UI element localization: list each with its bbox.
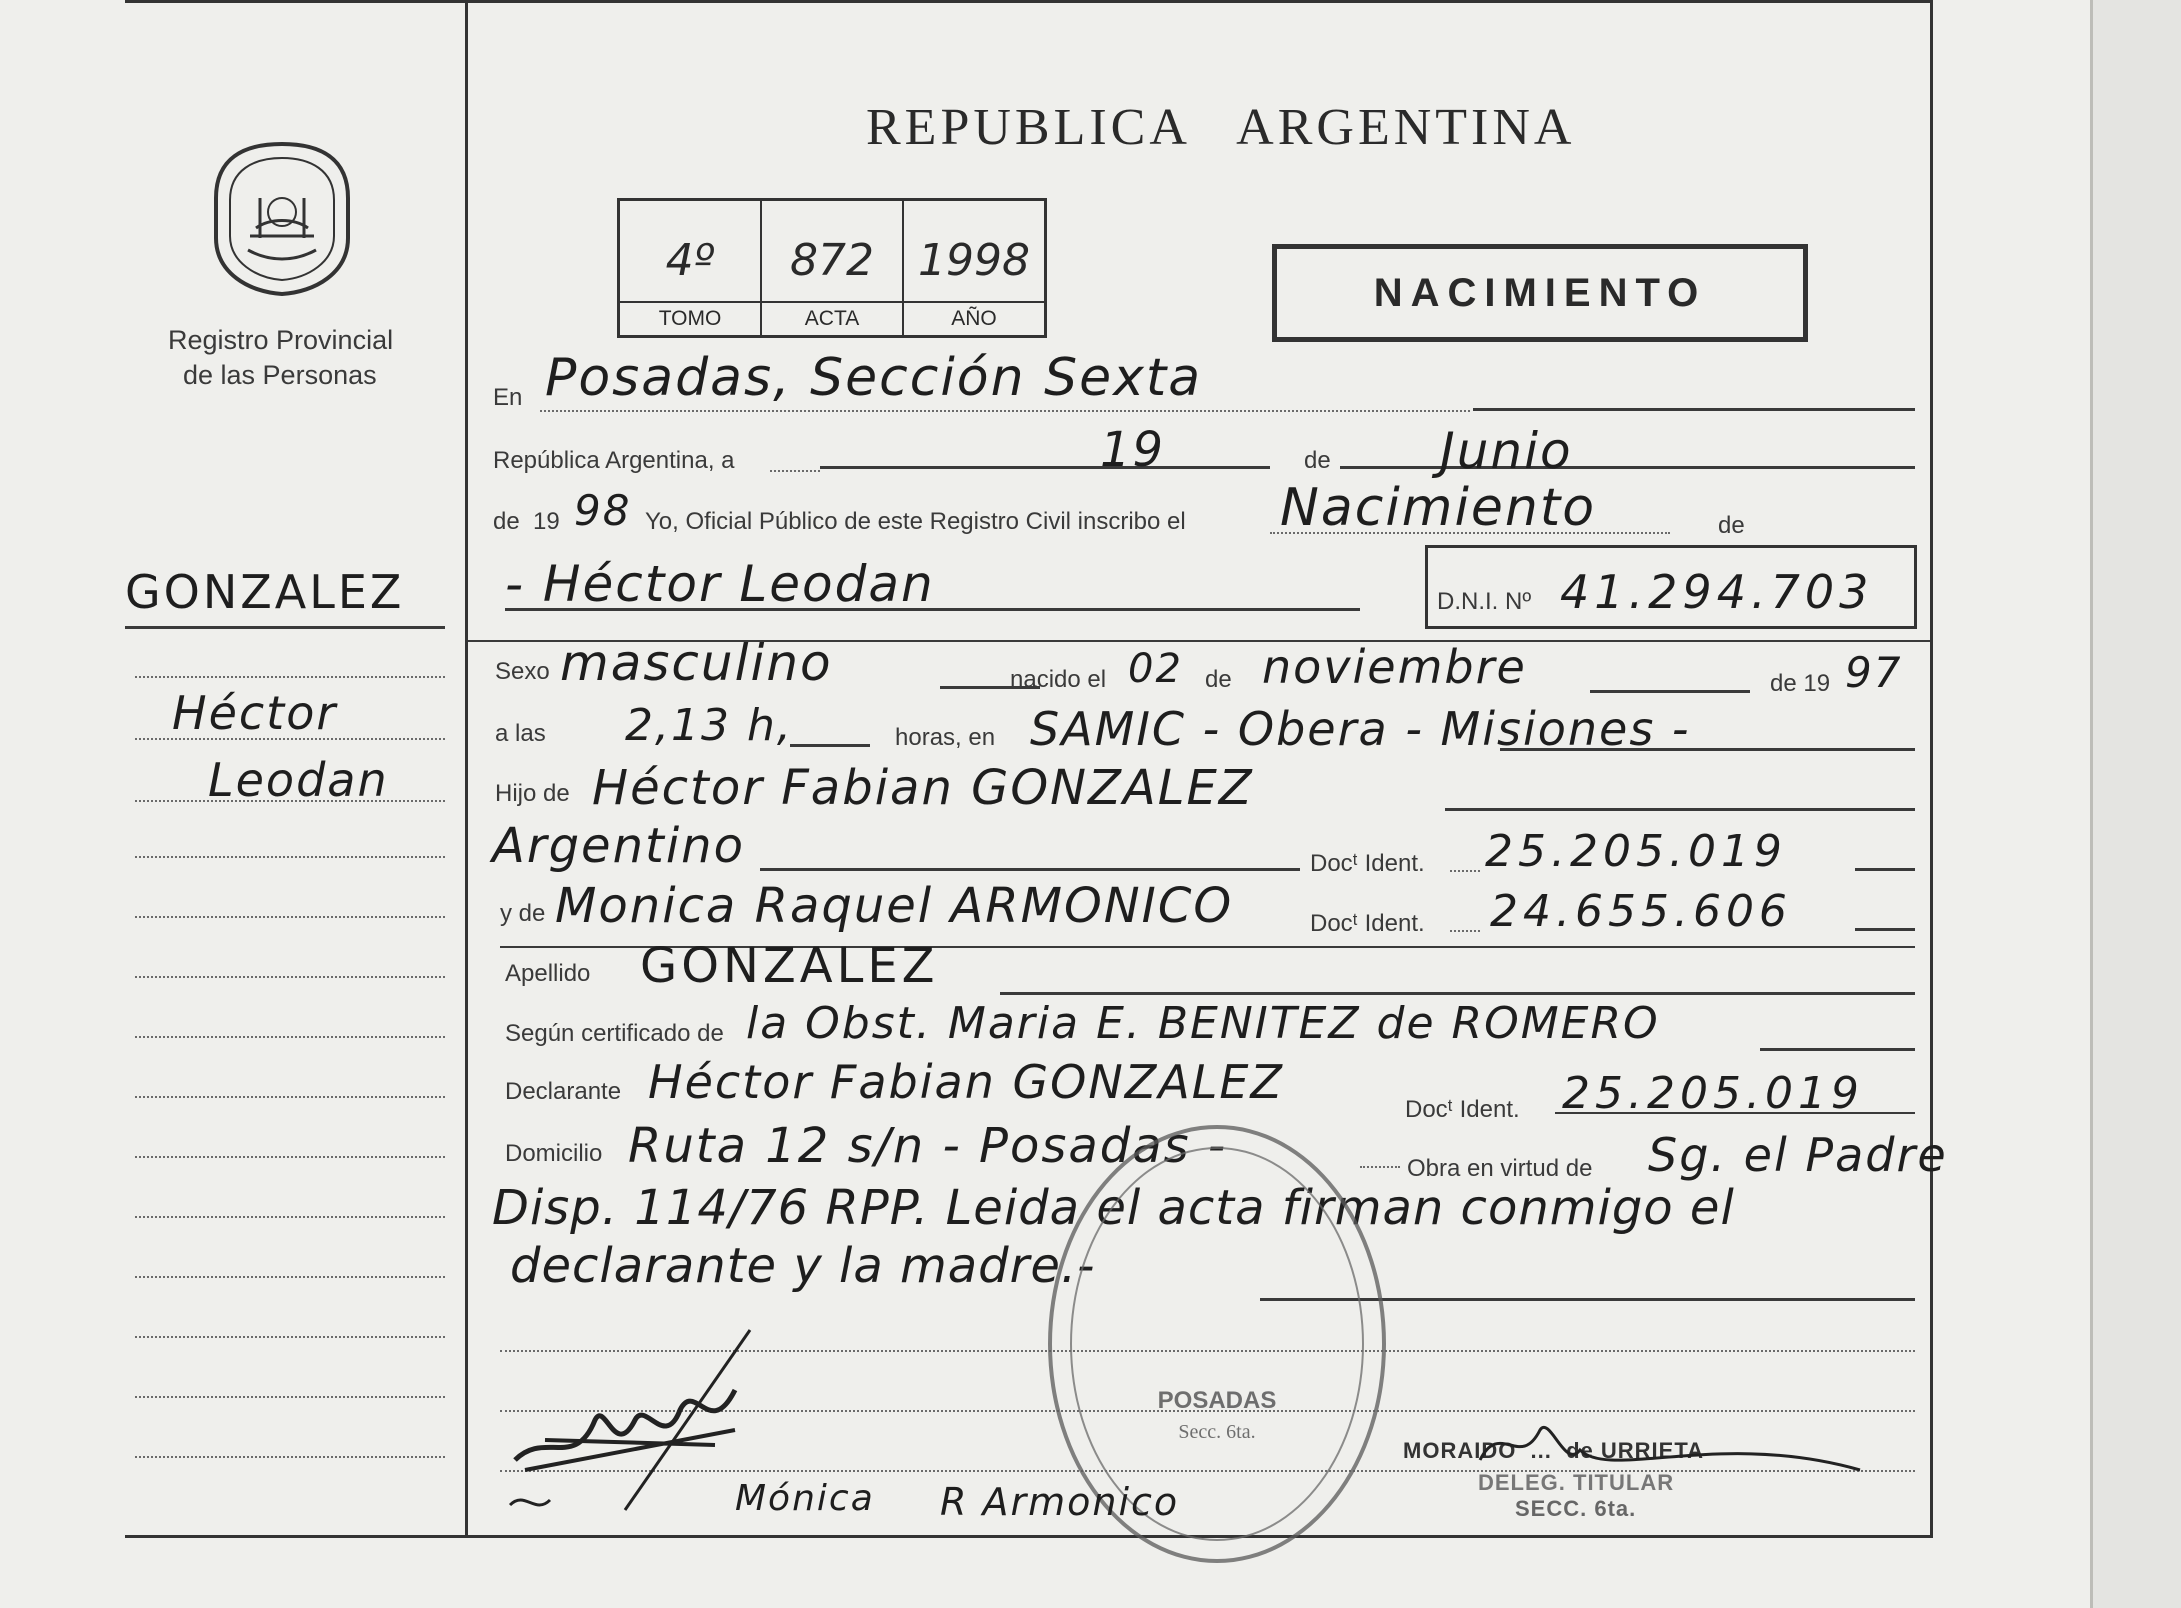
margin-line — [135, 1396, 445, 1398]
dotted-line — [1450, 870, 1480, 872]
nacido-label: nacido el — [1010, 666, 1107, 693]
filled-line — [1760, 1048, 1915, 1051]
country-heading: REPUBLICA ARGENTINA — [866, 99, 1576, 156]
margin-line — [135, 1216, 445, 1218]
filled-line — [1555, 1112, 1915, 1114]
declarante-name: Héctor Fabian GONZALEZ — [648, 1055, 1284, 1109]
frame-divider — [465, 0, 468, 1538]
filled-line — [1000, 992, 1915, 995]
birth-place: SAMIC - Obera - Misiones - — [1030, 702, 1691, 756]
margin-line — [135, 676, 445, 678]
margin-surname: GONZALEZ — [125, 565, 405, 619]
margin-line — [135, 1096, 445, 1098]
madre-signature: R Armonico — [940, 1480, 1180, 1524]
frame-top — [125, 0, 1933, 3]
margin-line — [135, 738, 445, 740]
birth-year-suffix: 97 — [1845, 648, 1903, 697]
margin-line — [135, 916, 445, 918]
misiones-province-emblem-icon — [210, 138, 354, 298]
frame-right — [1930, 0, 1933, 1538]
dotted-line — [1270, 532, 1670, 534]
margin-line — [135, 856, 445, 858]
madre-signature-prefix: Mónica — [735, 1478, 875, 1519]
note-line-2: declarante y la madre.- — [510, 1238, 1096, 1294]
doc-label-3: Docᵗ Ident. — [1405, 1096, 1520, 1123]
de19-label: de 19 — [493, 508, 560, 535]
note-line-1: Disp. 114/76 RPP. Leida el acta firman conmigo el — [492, 1180, 1735, 1236]
dotted-line — [540, 410, 1470, 412]
margin-surname-underline — [125, 626, 445, 629]
mother-name: Monica Raquel ARMONICO — [555, 878, 1234, 934]
official-title-stamp: DELEG. TITULAR — [1478, 1470, 1675, 1495]
en-value: Posadas, Sección Sexta — [545, 348, 1203, 408]
date-month: Junio — [1440, 422, 1573, 480]
apellido-value: GONZALEZ — [640, 938, 939, 994]
sexo-label: Sexo — [495, 658, 550, 685]
birth-month: noviembre — [1262, 640, 1527, 694]
filled-line — [760, 868, 1300, 871]
domicilio-label: Domicilio — [505, 1140, 603, 1167]
filled-line — [1500, 748, 1915, 751]
record-type-title: NACIMIENTO — [1272, 244, 1808, 342]
republica-label: República Argentina, a — [493, 447, 735, 474]
acta-cell — [762, 201, 904, 335]
father-doc: 25.205.019 — [1485, 826, 1787, 877]
birth-hour: 2,13 h, — [625, 700, 793, 751]
domicilio-value: Ruta 12 s/n - Posadas - — [628, 1118, 1228, 1174]
doc-label: Docᵗ Ident. — [1310, 850, 1425, 877]
registry-name-line2: de las Personas — [183, 360, 377, 390]
filled-line — [1445, 808, 1915, 811]
seal-section: Secc. 6ta. — [1178, 1421, 1256, 1443]
segun-label: Según certificado de — [505, 1020, 724, 1047]
margin-line — [135, 976, 445, 978]
de19-label-2: de 19 — [1770, 670, 1831, 697]
de-label-2: de — [1718, 512, 1745, 539]
mother-doc: 24.655.606 — [1490, 886, 1792, 937]
tomo-label: TOMO — [620, 301, 760, 335]
official-section-stamp: SECC. 6ta. — [1515, 1496, 1637, 1521]
de-label-3: de — [1205, 666, 1232, 693]
filled-line — [1340, 466, 1915, 469]
registry-number-box — [617, 198, 1047, 338]
father-name: Héctor Fabian GONZALEZ — [592, 760, 1254, 816]
margin-line — [135, 1456, 445, 1458]
dotted-line — [1360, 1166, 1400, 1168]
dotted-line — [1450, 930, 1480, 932]
anio-value: 1998 — [918, 235, 1030, 286]
de-label: de — [1304, 447, 1331, 474]
registered-name: - Héctor Leodan — [505, 555, 935, 613]
official-name-stamp: MORAIDO ... de URRIETA — [1403, 1438, 1705, 1463]
horas-label: horas, en — [895, 724, 996, 751]
filled-line — [505, 608, 1360, 611]
seal-city: POSADAS — [1157, 1387, 1277, 1414]
filled-line — [1855, 928, 1915, 931]
father-nationality: Argentino — [492, 818, 745, 874]
margin-given-2: Leodan — [208, 753, 389, 807]
obra-value: Sg. el Padre — [1648, 1128, 1948, 1182]
dni-value: 41.294.703 — [1560, 565, 1874, 619]
en-label: En — [493, 384, 523, 411]
declarante-signature — [505, 1320, 765, 1530]
sexo-value: masculino — [560, 634, 833, 692]
alas-label: a las — [495, 720, 546, 747]
margin-given-1: Héctor — [172, 686, 338, 740]
year-suffix: 98 — [574, 486, 632, 535]
certificado-value: la Obst. Maria E. BENITEZ de ROMERO — [746, 998, 1660, 1049]
filled-line — [1473, 408, 1915, 411]
doc-label-2: Docᵗ Ident. — [1310, 910, 1425, 937]
margin-line — [135, 800, 445, 802]
date-day: 19 — [1100, 422, 1166, 478]
acta-label: ACTA — [762, 301, 902, 335]
filled-line — [1855, 868, 1915, 871]
margin-line — [135, 1336, 445, 1338]
frame-bottom — [125, 1535, 1933, 1538]
apellido-label: Apellido — [505, 960, 591, 987]
acto-value: Nacimiento — [1280, 478, 1597, 538]
registry-name-line1: Registro Provincial — [168, 325, 394, 355]
dotted-line — [770, 470, 820, 472]
anio-label: AÑO — [904, 301, 1044, 335]
tomo-cell — [620, 201, 762, 335]
margin-line — [135, 1156, 445, 1158]
filled-line — [820, 466, 1270, 469]
declarante-doc: 25.205.019 — [1562, 1068, 1864, 1119]
hijo-label: Hijo de — [495, 780, 570, 807]
birth-day: 02 — [1128, 646, 1183, 692]
dni-label: D.N.I. Nº — [1437, 588, 1532, 615]
oficial-label: Yo, Oficial Público de este Registro Civil inscribo el — [645, 508, 1186, 535]
filled-line — [790, 744, 870, 747]
obra-label: Obra en virtud de — [1407, 1155, 1593, 1182]
official-signature — [1470, 1410, 1870, 1490]
filled-line — [1590, 690, 1750, 693]
yde-label: y de — [500, 900, 546, 927]
page-edge — [2090, 0, 2181, 1608]
margin-line — [135, 1276, 445, 1278]
margin-line — [135, 1036, 445, 1038]
declarante-label: Declarante — [505, 1078, 622, 1105]
anio-cell — [904, 201, 1044, 335]
acta-value: 872 — [790, 235, 874, 286]
tomo-value: 4º — [665, 235, 715, 286]
